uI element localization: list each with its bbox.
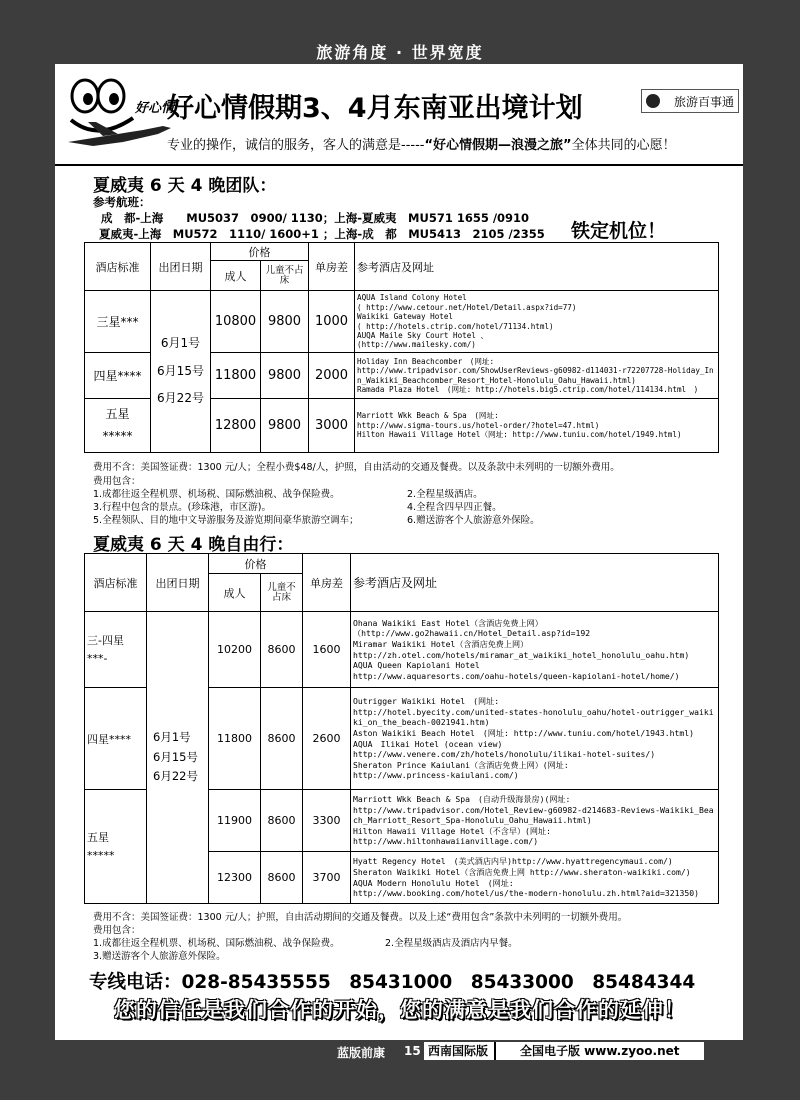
footer-edition-link[interactable]: 全国电子版 www.zyoo.net — [520, 1044, 680, 1058]
hotel-line: ( http://hotels.ctrip.com/hotel/71134.html) — [357, 321, 554, 331]
single-supplement: 2600 — [303, 688, 351, 790]
child-price: 8600 — [261, 790, 303, 852]
slogan-prefix: 专业的操作，诚信的服务，客人的满意是----- — [167, 138, 425, 153]
col-date: 出团日期 — [147, 554, 209, 612]
slogan-suffix: 全体共同的心愿！ — [571, 138, 676, 153]
brand-text: 旅游百事通 — [673, 95, 734, 109]
hotel-line: http://www.sigma-tours.us/hotel-order/?hotel=47.html) — [357, 420, 600, 430]
hotel-line: http://www.venere.com/zh/hotels/honolulu/ilikai-hotel-suites/) — [353, 749, 656, 760]
hotel-line: http://hotel.byecity.com/united-states-honolulu_oahu/hotel-outrigger_waikiki_on_the_beach-0021941.htm) — [353, 706, 714, 728]
child-price: 8600 — [261, 612, 303, 688]
col-ref: 参考酒店及网址 — [351, 554, 719, 612]
include-item: 2.全程星级酒店及酒店内早餐。 — [385, 938, 518, 949]
footer-page-number: 15 — [404, 1044, 421, 1058]
include-item: 5.全程领队、目的地中文导游服务及游览期间豪华旅游空调车； — [93, 515, 359, 526]
single-supplement: 2000 — [309, 353, 355, 399]
col-price: 价格 — [209, 554, 303, 574]
hotel-line: http://www.tripadvisor.com/ShowUserReviews-g60982-d114031-r72207728-Holiday_Inn_Waikiki_Beachcomber_Resort_Hotel-Honolulu_Oahu_Hawaii.html) — [357, 366, 714, 385]
hotel-line: （http://www.go2hawaii.cn/Hotel_Detail.asp?id=192 — [353, 628, 591, 639]
hotel-line: http://www.tripadvisor.com/Hotel_Review-g60982-d214683-Reviews-Waikiki_Beach_Marriott_Resort_Spa-Honolulu_Oahu_Hawaii.html) — [353, 804, 714, 826]
row-std: 四星**** — [85, 353, 151, 399]
hotel-line: Hyatt Regency Hotel (美式酒店内早)http://www.hyattregencymaui.com/) — [353, 856, 673, 867]
headline: 好心情假期3、4月东南亚出境计划 — [167, 93, 583, 124]
single-supplement: 1600 — [303, 612, 351, 688]
col-date: 出团日期 — [151, 243, 211, 291]
row-std-stars: ***** — [87, 848, 115, 862]
hotel-list — [351, 612, 719, 688]
hotel-line: Hilton Hawaii Village Hotel（不含早）(网址: — [353, 825, 551, 836]
date-item: 6月22号 — [153, 769, 198, 784]
hotel-line: Marriott Wkk Beach & Spa (网址: — [357, 411, 499, 421]
col-hotel-std: 酒店标准 — [85, 243, 151, 291]
date-item: 6月15号 — [157, 363, 204, 378]
slogan-bold: “好心情假期—浪漫之旅” — [424, 138, 572, 153]
row-std-label: 三-四星 — [87, 633, 124, 647]
group-include-label: 费用包含： — [93, 476, 141, 487]
hotel-line: Aston Waikiki Beach Hotel (网址: http://www.tuniu.com/hotel/1943.html) — [353, 727, 695, 738]
adult-price: 12800 — [211, 399, 261, 453]
adult-price: 11800 — [209, 688, 261, 790]
col-ref: 参考酒店及网址 — [355, 243, 719, 291]
include-item: 1.成都往返全程机票、机场税、国际燃油税、战争保险费。 — [93, 489, 340, 500]
child-price: 8600 — [261, 688, 303, 790]
free-title: 夏威夷 6 天 4 晚自由行： — [93, 535, 294, 555]
hotel-line: http://www.booking.com/hotel/us/the-modern-honolulu.zh.html?aid=321350) — [353, 888, 699, 899]
col-hotel-std: 酒店标准 — [85, 554, 147, 612]
row-std-label: 五星 — [87, 830, 109, 844]
free-exclude: 费用不含：美国签证费：1300 元/人；护照，自由活动期间的交通及餐费。以及上述“费用包含”条款中未列明的一切额外费用。 — [93, 912, 628, 923]
date-item: 6月22号 — [157, 391, 204, 406]
hotel-list — [351, 688, 719, 790]
row-std-label: 五星 — [105, 406, 130, 421]
hotel-line: Ramada Plaza Hotel (网址: http://hotels.big5.ctrip.com/hotel/114134.html ) — [357, 384, 699, 394]
header-band — [55, 64, 743, 166]
hotel-line: Sheraton Prince Kaiulani（含酒店免费上网）(网址: — [353, 759, 569, 770]
col-adult: 成人 — [209, 574, 261, 612]
free-include-label: 费用包含： — [93, 925, 141, 936]
include-item: 4.全程含四早四正餐。 — [407, 502, 502, 513]
hotel-line: http://www.hiltonhawaiianvillage.com/) — [353, 836, 539, 847]
hotel-line: http://www.princess-kaiulani.com/) — [353, 770, 519, 781]
include-item: 6.赠送游客个人旅游意外保险。 — [407, 515, 540, 526]
hotel-line: http://www.aquaresorts.com/oahu-hotels/queen-kapiolani-hotel/home/) — [353, 670, 680, 681]
smiley-logo-icon — [63, 70, 178, 158]
hotel-line: Marriott Wkk Beach & Spa (自动升级海景房)(网址: — [353, 794, 571, 805]
hotline: 专线电话：028-85435555 85431000 85433000 85484344 — [89, 972, 696, 993]
date-item: 6月15号 — [153, 749, 198, 764]
adult-price: 11900 — [209, 790, 261, 852]
hotel-list — [355, 399, 719, 453]
hotel-list — [355, 291, 719, 353]
adult-price: 11800 — [211, 353, 261, 399]
hotel-line: Miramar Waikiki Hotel（含酒店免费上网） — [353, 638, 529, 649]
brand-badge — [641, 89, 739, 113]
group-exclude: 费用不含：美国签证费：1300 元/人；全程小费$48/人，护照，自由活动的交通及餐费。以及条款中未列明的一切额外费用。 — [93, 462, 620, 473]
hotel-line: AUQA Maile Sky Court Hotel 、 — [357, 330, 489, 340]
child-price: 8600 — [261, 852, 303, 904]
row-std — [85, 790, 147, 904]
slogan — [167, 134, 676, 153]
hotel-list — [351, 852, 719, 904]
date-item: 6月1号 — [153, 730, 191, 745]
group-ref-label: 参考航班： — [93, 195, 151, 209]
row-std: 四星**** — [85, 688, 147, 790]
page — [55, 64, 743, 1040]
footer-section: 蓝版前康 — [337, 1046, 386, 1060]
hotel-list — [351, 790, 719, 852]
adult-price: 10200 — [209, 612, 261, 688]
col-single: 单房差 — [303, 554, 351, 612]
hotel-line: AQUA Ilikai Hotel (ocean view) — [353, 738, 503, 749]
hotel-line: Waikiki Gateway Hotel — [357, 312, 454, 322]
free-dates — [147, 612, 209, 904]
hotel-line: AQUA Island Colony Hotel — [357, 293, 467, 303]
group-flight-2: 夏威夷-上海 MU572 1110/ 1600+1 ；上海-成 都 MU5413 2105 /2355 — [99, 227, 545, 241]
group-flight-1: 成 都-上海 MU5037 0900/ 1130；上海-夏威夷 MU571 1655 /0910 — [101, 211, 530, 225]
row-std-stars: ***** — [102, 428, 133, 443]
child-price: 9800 — [261, 399, 309, 453]
group-title: 夏威夷 6 天 4 晚团队： — [93, 176, 277, 196]
free-price-table — [84, 553, 719, 904]
include-item: 2.全程星级酒店。 — [407, 489, 483, 500]
row-std — [85, 612, 147, 688]
adult-price: 12300 — [209, 852, 261, 904]
logo-text: 好心情 — [135, 100, 175, 115]
single-supplement: 3700 — [303, 852, 351, 904]
col-child: 儿童不占床 — [261, 574, 303, 612]
row-std-stars: ***- — [87, 651, 108, 665]
group-dates — [151, 291, 211, 453]
child-price: 9800 — [261, 353, 309, 399]
include-item: 1.成都往返全程机票、机场税、国际燃油税、战争保险费。 — [93, 938, 340, 949]
col-child: 儿童不占床 — [261, 261, 309, 291]
col-single: 单房差 — [309, 243, 355, 291]
top-bar — [0, 0, 800, 62]
footer-box — [424, 1042, 704, 1060]
child-price: 9800 — [261, 291, 309, 353]
footer-paper: 西南国际版 — [428, 1042, 496, 1060]
col-price: 价格 — [211, 243, 309, 261]
single-supplement: 3000 — [309, 399, 355, 453]
group-price-table — [84, 242, 719, 453]
hotel-line: Sheraton Waikiki Hotel（含酒店免费上网 http://www.sheraton-waikiki.com/) — [353, 866, 691, 877]
hotel-line: Ohana Waikiki East Hotel（含酒店免费上网） — [353, 617, 543, 628]
include-item: 3.行程中包含的景点。(珍珠港，市区游)。 — [93, 502, 271, 513]
hotel-line: Outrigger Waikiki Hotel (网址: — [353, 696, 500, 707]
footer — [0, 1040, 800, 1070]
fixed-seat-note: 铁定机位！ — [571, 220, 667, 242]
row-std: 三星*** — [85, 291, 151, 353]
globe-icon — [646, 94, 660, 108]
hotel-line: ( http://www.cetour.net/Hotel/Detail.aspx?id=77) — [357, 302, 577, 312]
date-item: 6月1号 — [160, 336, 201, 351]
hotel-line: Holiday Inn Beachcomber (网址: — [357, 356, 495, 366]
single-supplement: 3300 — [303, 790, 351, 852]
top-title: 旅游角度 · 世界宽度 — [316, 43, 484, 62]
hotel-line: AQUA Queen Kapiolani Hotel — [353, 660, 480, 671]
hotel-line: (http://www.mailesky.com/) — [357, 340, 476, 350]
hotel-list — [355, 353, 719, 399]
hotel-line: AQUA Modern Honolulu Hotel (网址: — [353, 877, 514, 888]
include-item: 3.赠送游客个人旅游意外保险。 — [93, 951, 226, 962]
single-supplement: 1000 — [309, 291, 355, 353]
hotel-line: Hilton Hawaii Village Hotel（网址: http://www.tuniu.com/hotel/1949.html) — [357, 430, 682, 440]
col-adult: 成人 — [211, 261, 261, 291]
hotel-line: http://zh.otel.com/hotels/miramar_at_waikiki_hotel_honolulu_oahu.htm) — [353, 649, 690, 660]
adult-price: 10800 — [211, 291, 261, 353]
trust-banner: 您的信任是我们合作的开始，您的满意是我们合作的延伸！ — [114, 998, 686, 1022]
row-std — [85, 399, 151, 453]
